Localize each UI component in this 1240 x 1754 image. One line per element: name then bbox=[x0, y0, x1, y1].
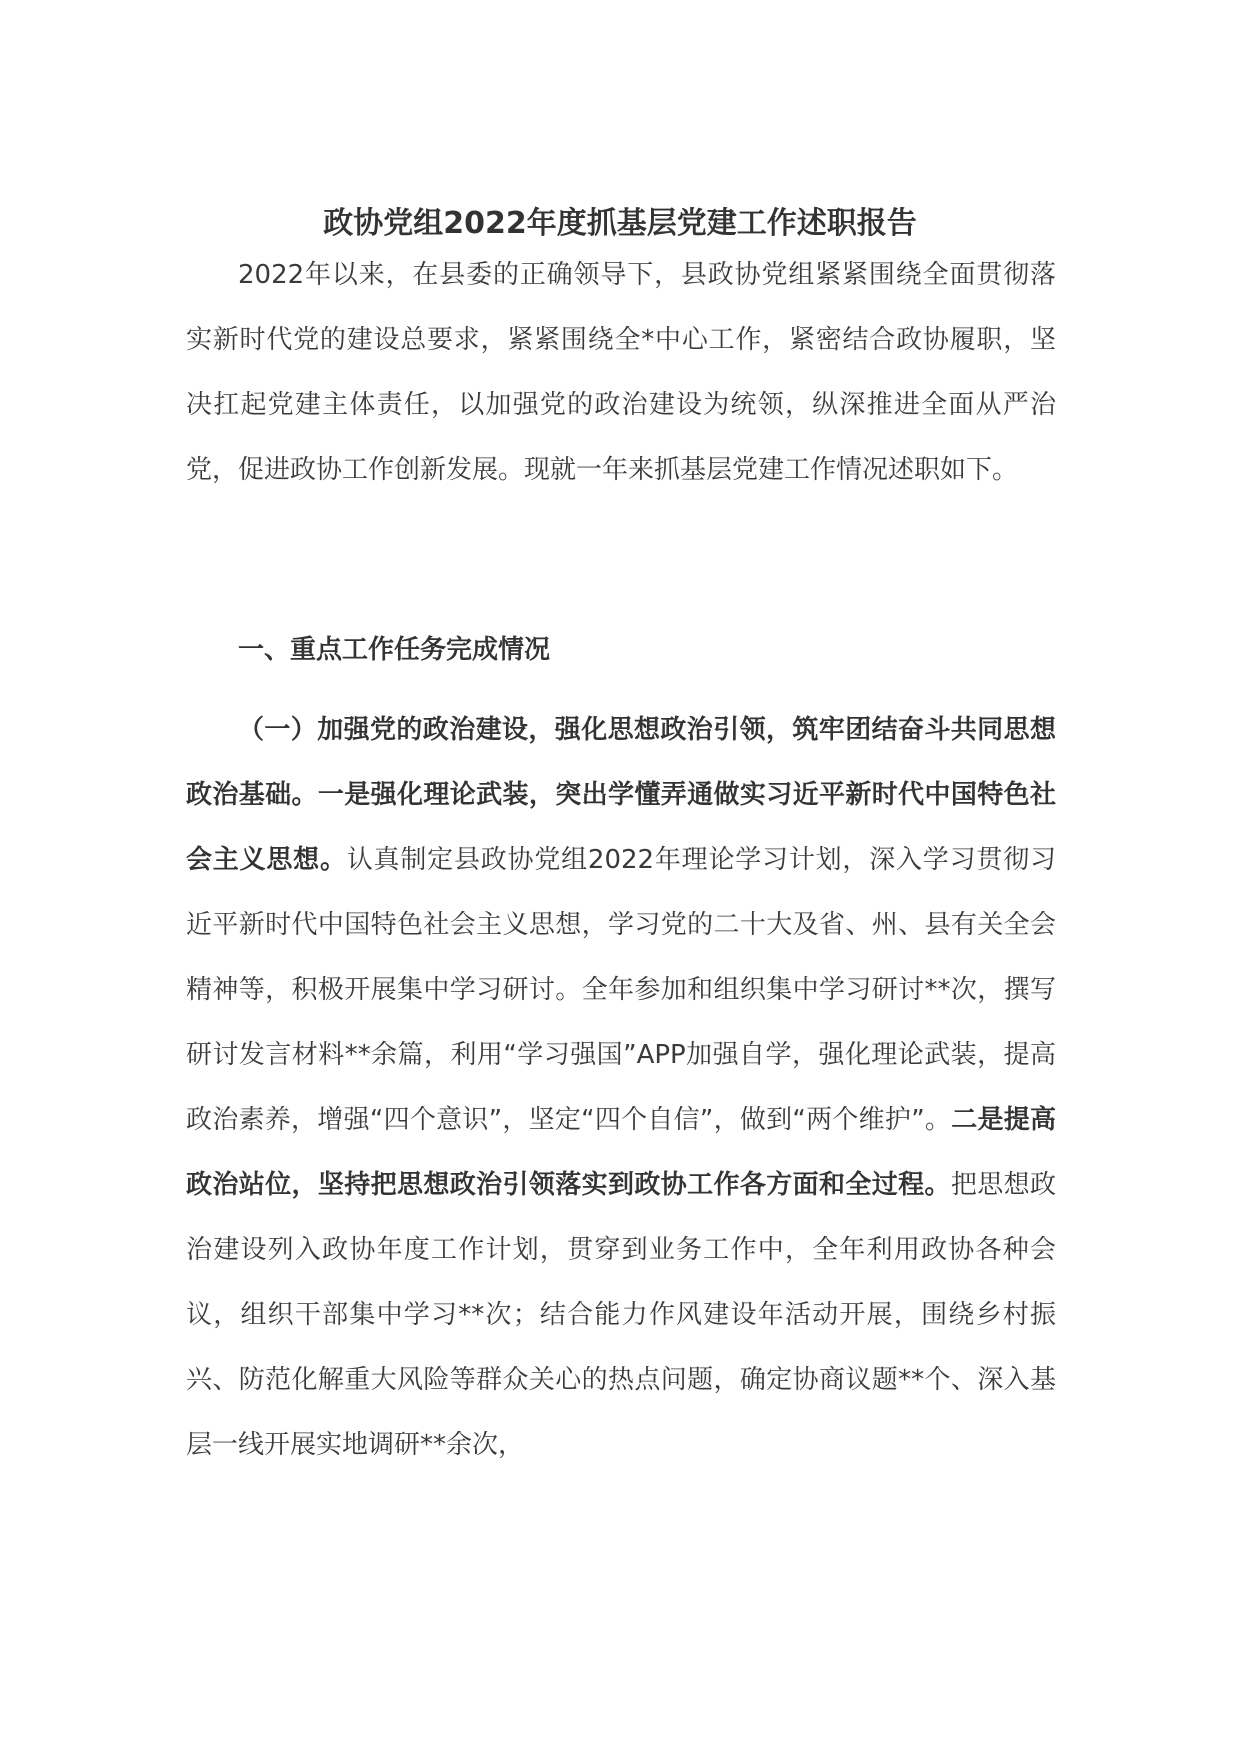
section-1-paragraph-1 bbox=[186, 698, 1056, 1478]
point-1-label: 一是强化理论武装，突出学懂弄通做实习近平新时代中国特色社会主义思想。 bbox=[186, 780, 1056, 875]
document-title: 政协党组2022年度抓基层党建工作述职报告 bbox=[323, 206, 917, 241]
subheading-1: （一）加强党的政治建设，强化思想政治引领，筑牢团结奋斗共同思想政治基础。 bbox=[186, 715, 1056, 810]
section-heading-1: 一、重点工作任务完成情况 bbox=[238, 635, 551, 665]
point-1-text: 认真制定县政协党组2022年理论学习计划，深入学习贯彻习近平新时代中国特色社会主义思想，学习党的二十大及省、州、县有关全会精神等，积极开展集中学习研讨。全年参加和组织集中学习研讨**次，撰写研讨发言材料**余篇，利用“学习强国”APP加强自学，强化理论武装，提高政治素养，增强“四个意识”，坚定“四个自信”，做到“两个维护”。 bbox=[186, 845, 1056, 1135]
point-2-label: 二是提高政治站位，坚持把思想政治引领落实到政协工作各方面和全过程。 bbox=[186, 1105, 1056, 1200]
point-2-text: 把思想政治建设列入政协年度工作计划，贯穿到业务工作中，全年利用政协各种会议，组织干部集中学习**次；结合能力作风建设年活动开展，围绕乡村振兴、防范化解重大风险等群众关心的热点问题，确定协商议题**个、深入基层一线开展实地调研**余次， bbox=[186, 1170, 1056, 1460]
intro-paragraph: 2022年以来，在县委的正确领导下，县政协党组紧紧围绕全面贯彻落实新时代党的建设总要求，紧紧围绕全*中心工作，紧密结合政协履职，坚决扛起党建主体责任，以加强党的政治建设为统领，纵深推进全面从严治党，促进政协工作创新发展。现就一年来抓基层党建工作情况述职如下。 bbox=[186, 260, 1056, 485]
